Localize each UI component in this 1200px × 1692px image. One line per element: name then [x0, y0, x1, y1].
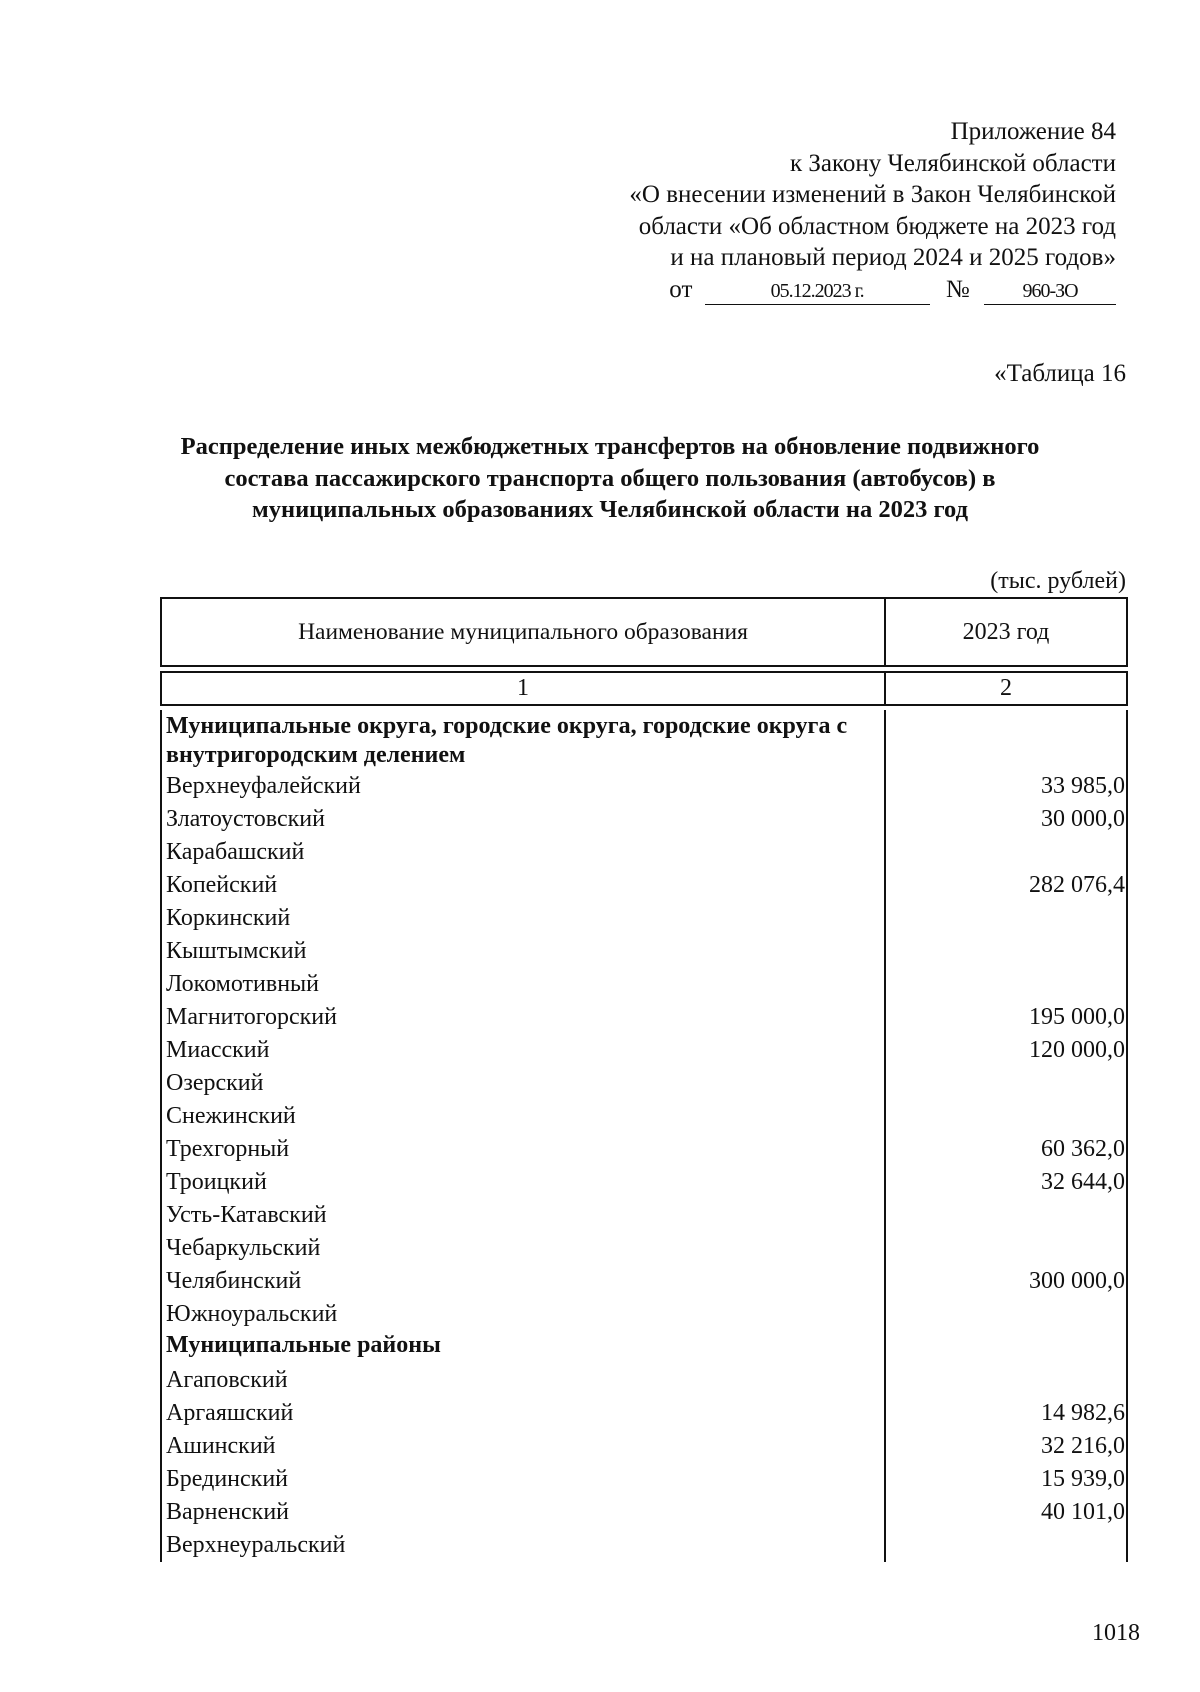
municipality-name: Ашинский [166, 1433, 276, 1459]
column-numbers-row [160, 671, 1128, 706]
units-label: (тыс. рублей) [990, 568, 1126, 594]
municipality-name: Златоустовский [166, 806, 325, 832]
transfer-amount [884, 1298, 1126, 1331]
municipality-name: Локомотивный [166, 971, 320, 997]
transfer-amount: 30 000,0 [1041, 806, 1125, 832]
municipality-name: Трехгорный [166, 1136, 290, 1162]
appendix-line: к Закону Челябинской области [790, 149, 1116, 177]
transfer-amount [884, 1232, 1126, 1265]
document-title [150, 431, 1070, 526]
transfer-amount: 195 000,0 [1029, 1004, 1125, 1030]
transfer-amount [884, 1100, 1126, 1133]
section-row [162, 710, 1126, 770]
table-row [162, 836, 1126, 869]
transfer-amount: 32 216,0 [1041, 1433, 1125, 1459]
table-row [162, 1265, 1126, 1298]
municipality-name: Южноуральский [166, 1301, 338, 1327]
table-row [162, 1133, 1126, 1166]
municipality-name: Карабашский [166, 839, 305, 865]
header-year: 2023 год [962, 618, 1050, 645]
transfer-amount [884, 902, 1126, 935]
appendix-line: и на плановый период 2024 и 2025 годов» [670, 244, 1116, 271]
transfer-amount: 300 000,0 [1029, 1268, 1125, 1294]
header-municipality: Наименование муниципального образования [162, 599, 886, 665]
table-row [162, 1430, 1126, 1463]
section-title: Муниципальные районы [166, 1332, 441, 1358]
page-number: 1018 [1092, 1620, 1140, 1646]
section-title: Муниципальные округа, городские округа, городские округа с внутригородским делением [166, 713, 848, 768]
transfer-amount: 60 362,0 [1041, 1136, 1125, 1162]
table-row [162, 869, 1126, 902]
table-row [162, 1364, 1126, 1397]
appendix-line: области «Об областном бюджете на 2023 год [638, 212, 1116, 240]
transfer-amount: 40 101,0 [1041, 1499, 1125, 1525]
section-row [162, 1331, 1126, 1364]
municipality-name: Верхнеуральский [166, 1532, 346, 1558]
table-row [162, 1067, 1126, 1100]
table-row [162, 935, 1126, 968]
transfer-amount: 14 982,6 [1041, 1400, 1125, 1426]
title-line: муниципальных образованиях Челябинской области на 2023 год [252, 496, 968, 523]
table-label: «Таблица 16 [994, 360, 1126, 387]
transfer-amount [884, 1199, 1126, 1232]
municipality-name: Брединский [166, 1466, 289, 1492]
municipality-name: Снежинский [166, 1103, 296, 1129]
transfer-amount [884, 836, 1126, 869]
from-label: от [669, 275, 693, 303]
municipality-name: Аргаяшский [166, 1400, 294, 1426]
table-body [160, 710, 1128, 1562]
title-line: состава пассажирского транспорта общего пользования (автобусов) в [224, 464, 996, 492]
municipality-name: Коркинский [166, 905, 291, 931]
municipality-name: Кыштымский [166, 938, 307, 964]
table-header-row [160, 597, 1128, 667]
municipality-name: Копейский [166, 872, 278, 898]
transfer-amount [884, 968, 1126, 1001]
transfer-amount [884, 1364, 1126, 1397]
table-row [162, 1199, 1126, 1232]
table-row [162, 1100, 1126, 1133]
transfer-amount: 120 000,0 [1029, 1037, 1125, 1063]
municipality-name: Варненский [166, 1499, 289, 1525]
appendix-line: «О внесении изменений в Закон Челябинской [629, 181, 1116, 208]
appendix-line: Приложение 84 [950, 118, 1116, 145]
number-sign: № [945, 275, 970, 303]
table-row [162, 770, 1126, 803]
municipality-name: Челябинский [166, 1268, 302, 1294]
table-row [162, 803, 1126, 836]
transfer-amount [884, 1529, 1126, 1562]
table-row [162, 1166, 1126, 1199]
section-value [884, 1331, 1126, 1364]
table-row [162, 1034, 1126, 1067]
municipality-name: Троицкий [166, 1169, 267, 1195]
appendix-block [556, 116, 1116, 305]
transfers-table [160, 597, 1128, 1562]
table-row [162, 1463, 1126, 1496]
municipality-name: Верхнеуфалейский [166, 773, 361, 799]
column-number-2: 2 [1000, 675, 1012, 701]
transfer-amount: 32 644,0 [1041, 1169, 1125, 1195]
transfer-amount: 15 939,0 [1041, 1466, 1125, 1492]
municipality-name: Чебаркульский [166, 1235, 321, 1261]
table-row [162, 1397, 1126, 1430]
municipality-name: Магнитогорский [166, 1004, 337, 1030]
table-row [162, 902, 1126, 935]
transfer-amount [884, 1067, 1126, 1100]
transfer-amount [884, 935, 1126, 968]
table-row [162, 1496, 1126, 1529]
transfer-amount: 282 076,4 [1029, 872, 1125, 898]
column-number-1: 1 [162, 673, 886, 704]
table-row [162, 1298, 1126, 1331]
law-number: 960-ЗО [984, 278, 1116, 305]
table-row [162, 1529, 1126, 1562]
section-value [884, 710, 1126, 770]
title-line: Распределение иных межбюджетных трансфертов на обновление подвижного [180, 433, 1040, 460]
municipality-name: Озерский [166, 1070, 264, 1096]
municipality-name: Миасский [166, 1037, 270, 1063]
municipality-name: Усть-Катавский [166, 1202, 327, 1228]
table-row [162, 1232, 1126, 1265]
municipality-name: Агаповский [166, 1367, 288, 1393]
transfer-amount: 33 985,0 [1041, 773, 1125, 799]
table-row [162, 968, 1126, 1001]
law-reference-line [556, 274, 1116, 306]
table-row [162, 1001, 1126, 1034]
law-date: 05.12.2023 г. [705, 278, 930, 305]
